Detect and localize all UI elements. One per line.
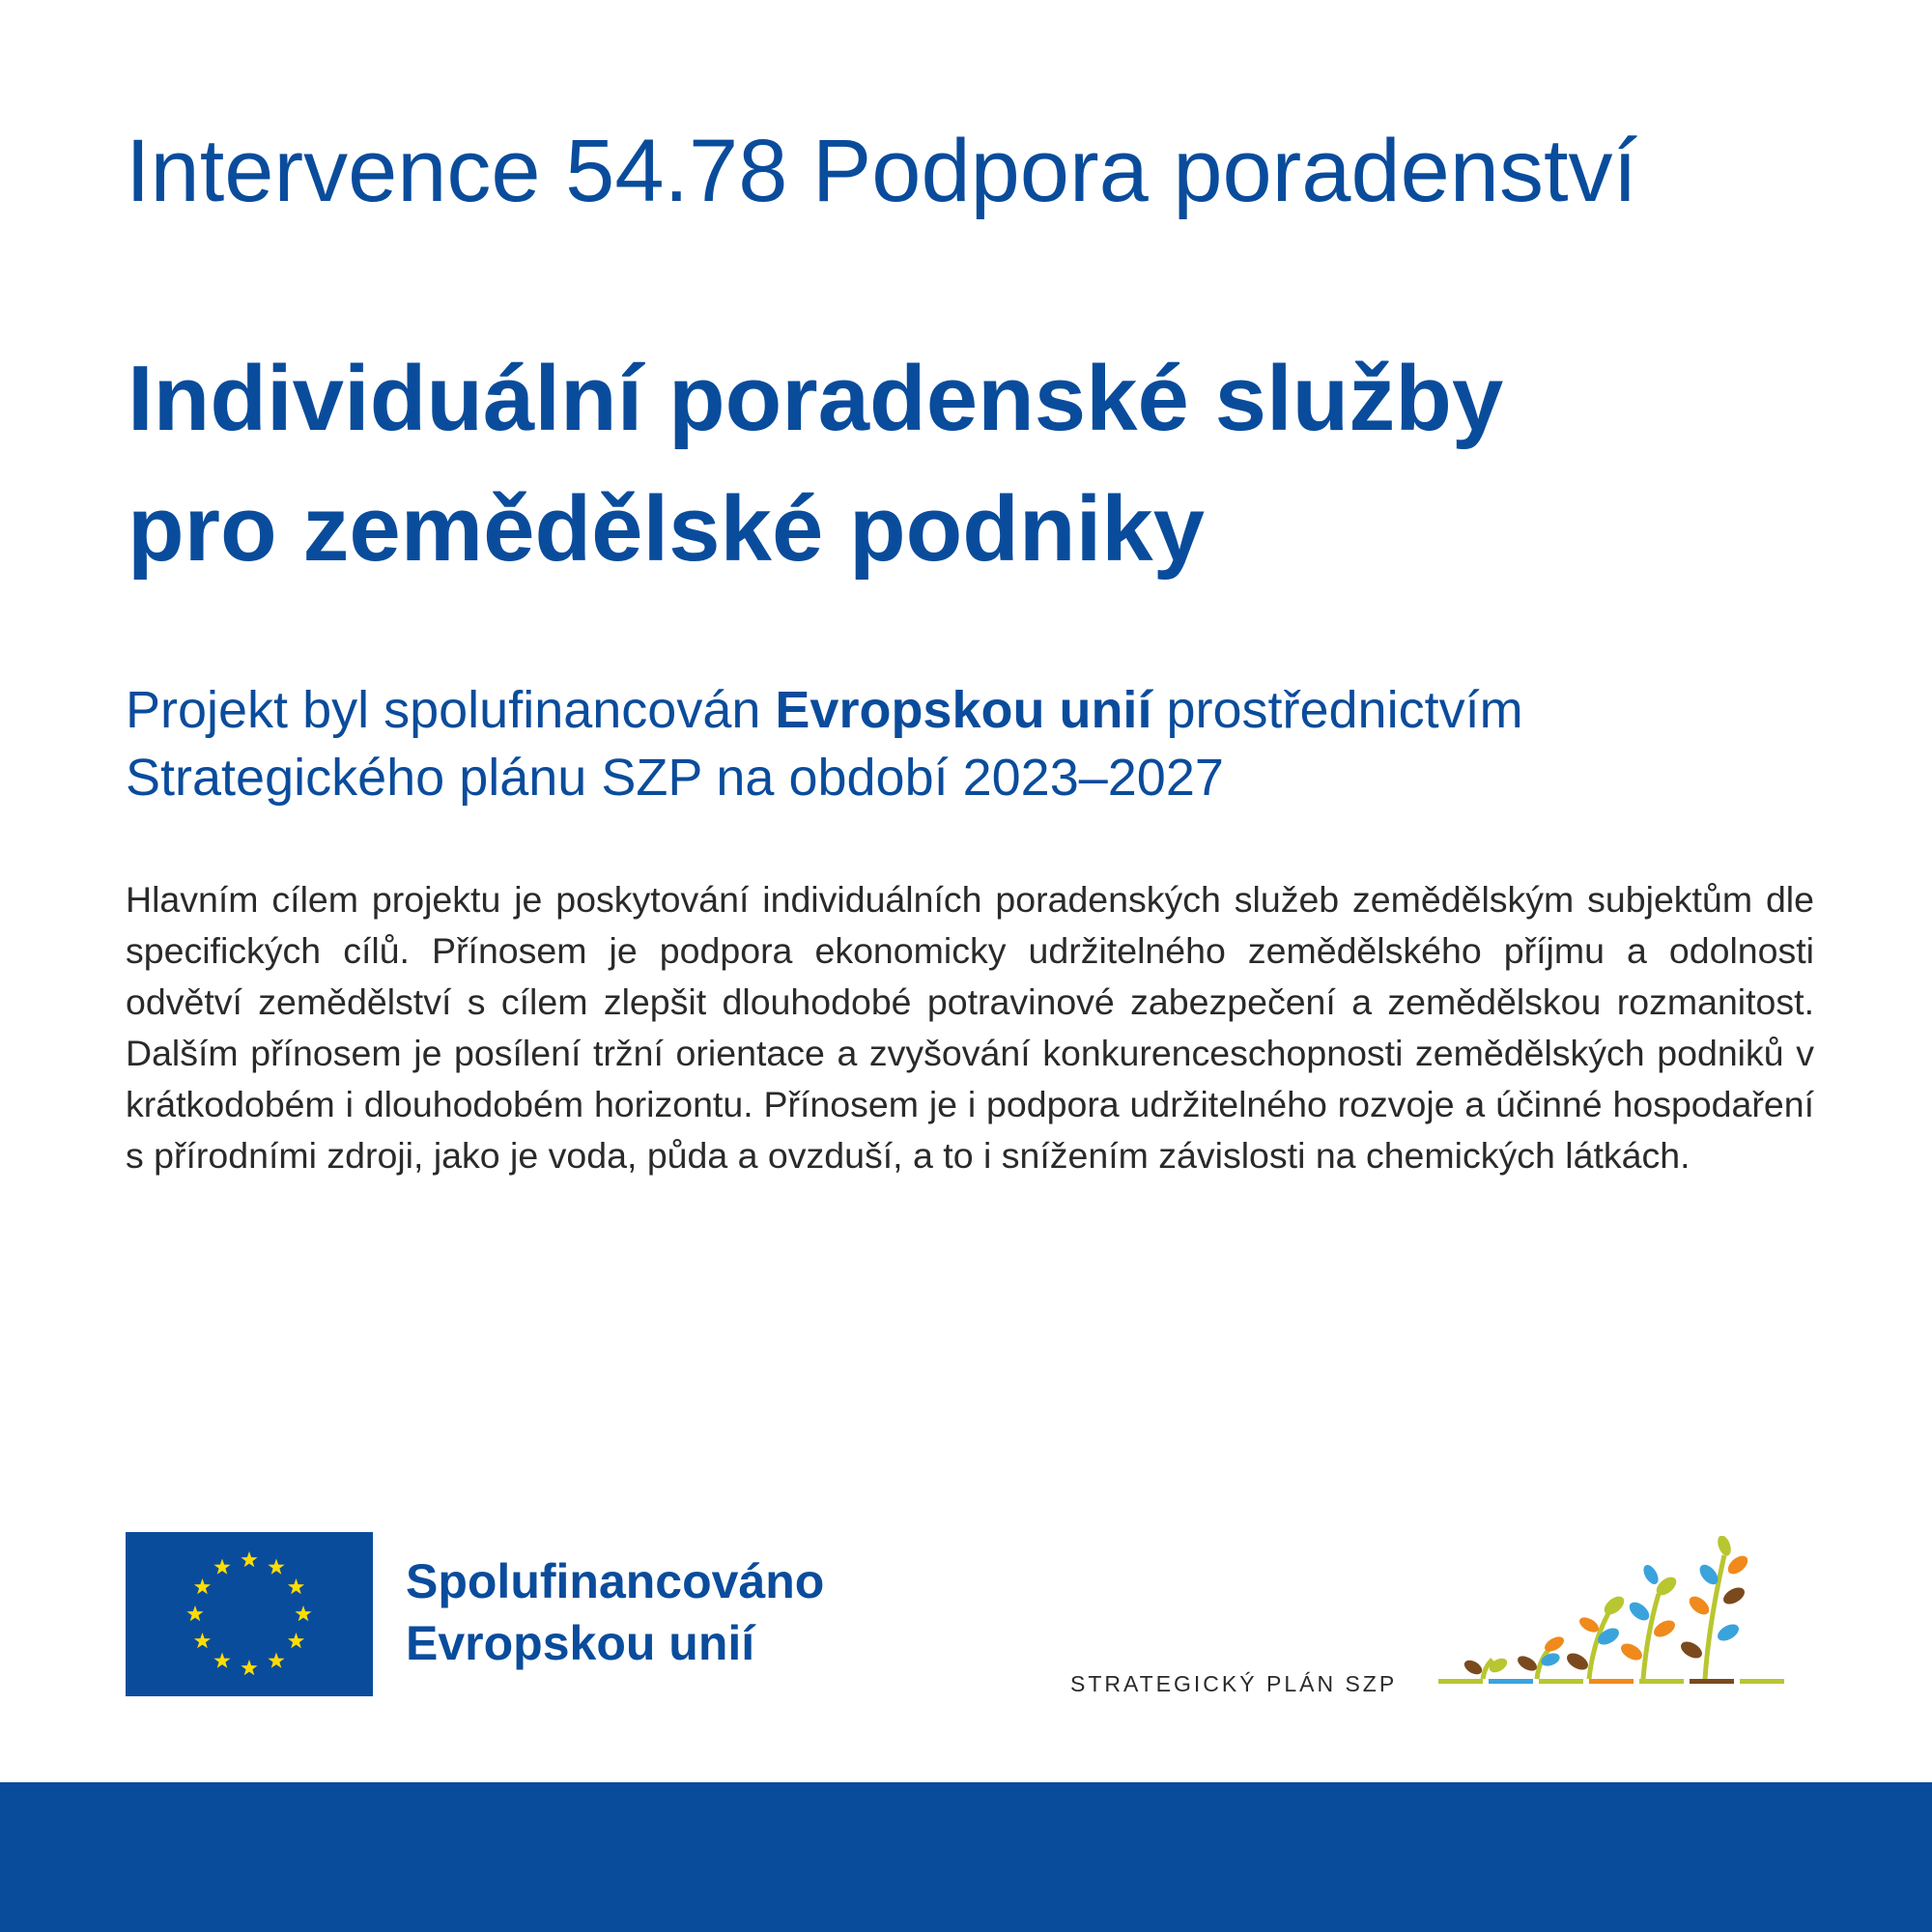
eu-flag-logo [126, 1532, 373, 1696]
footer-bar [0, 1782, 1932, 1932]
page-title [128, 333, 1770, 594]
page-title-line-1: Individuální poradenské služby [128, 347, 1504, 450]
heading: Intervence 54.78 Podpora poradenství [126, 122, 1638, 220]
eu-cofunded-line-1: Spolufinancováno [406, 1554, 825, 1608]
funding-text-before: Projekt byl spolufinancován [126, 681, 776, 739]
project-description: Hlavním cílem projektu je poskytování individuálních poradenských služeb zemědělským subjektům dle specifických cílů. Přínosem je podpora ekonomicky udržitelného zemědělského příjmu a odolnosti odvětví zemědělství s cílem zlepšit dlouhodobé potravinové zabezpečení a zemědělskou rozmanitost. Dalším přínosem je posílení tržní orientace a zvyšování konkurenceschopnosti zemědělských podniků v krátkodobém i dlouhodobém horizontu. Přínosem je i podpora udržitelného rozvoje a účinné hospodaření s přírodními zdroji, jako je voda, půda a ovzduší, a to i snížením závislosti na chemických látkách. [126, 879, 1814, 1176]
funding-text-after: prostřednictvím [1151, 681, 1523, 739]
eu-cofunded-label [406, 1550, 824, 1674]
funding-statement-line-1 [126, 676, 1826, 744]
page-title-line-2: pro zemědělské podniky [128, 477, 1206, 581]
szp-label: STRATEGICKÝ PLÁN SZP [1070, 1671, 1398, 1696]
funding-text-bold: Evropskou unií [775, 681, 1152, 739]
eu-flag-stars-icon [126, 1532, 373, 1696]
funding-statement-line-2: Strategického plánu SZP na období 2023–2027 [126, 749, 1224, 807]
eu-cofunded-line-2: Evropskou unií [406, 1616, 755, 1670]
funding-statement [126, 676, 1826, 811]
